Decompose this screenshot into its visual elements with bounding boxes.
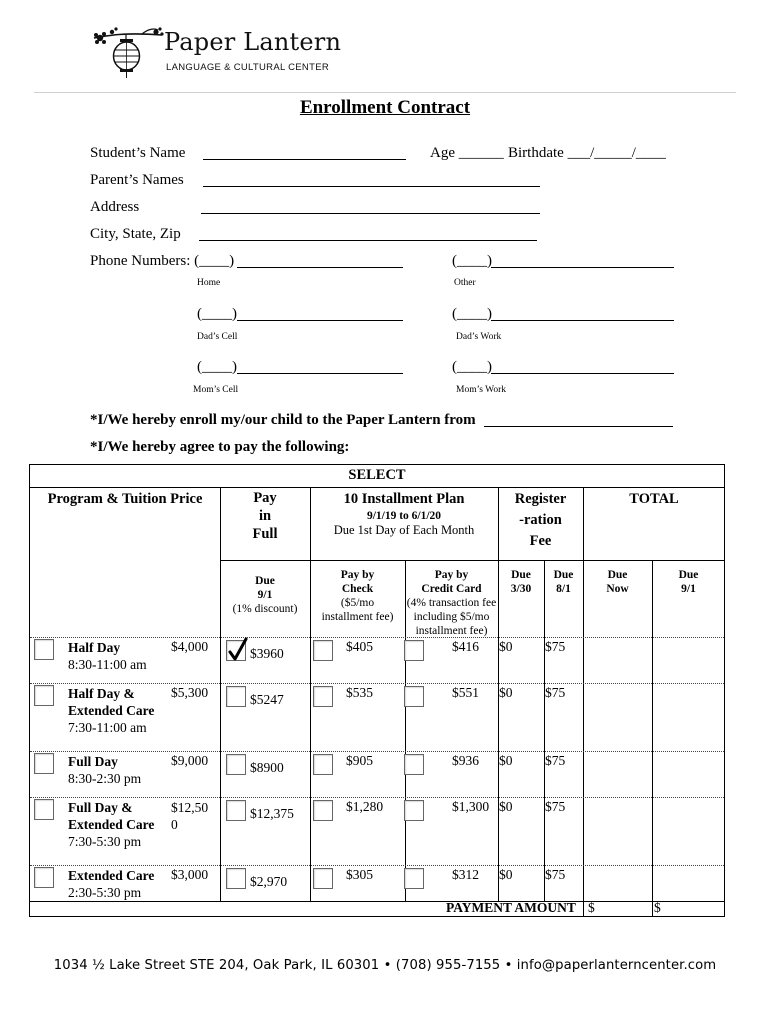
- card-plan-checkbox[interactable]: [404, 868, 424, 889]
- moms-cell-paren: (____): [197, 359, 237, 375]
- payment-amount-label: PAYMENT AMOUNT: [446, 900, 576, 915]
- registration-header: Register -ration Fee: [514, 491, 567, 549]
- card-plan-checkbox[interactable]: [404, 800, 424, 821]
- reg-fee-330: $0: [499, 685, 513, 700]
- program-price: $4,000: [171, 639, 209, 654]
- program-name: Full Day: [68, 754, 118, 769]
- installment-due: Due 1st Day of Each Month: [333, 523, 475, 537]
- home-caption: Home: [197, 278, 221, 288]
- reg-due-330: Due 3/30: [510, 569, 532, 595]
- reg-due-81: Due 8/1: [553, 569, 574, 595]
- row-divider: [30, 797, 724, 798]
- pay-by-card-subheader: Pay by Credit Card (4% transaction fee including $5/mo installment fee): [406, 569, 497, 637]
- pay-full-checkbox[interactable]: [226, 800, 246, 821]
- reg-fee-330: $0: [499, 799, 513, 814]
- check-plan-checkbox[interactable]: [313, 686, 333, 707]
- card-plan-amount: $551: [452, 685, 479, 700]
- parents-names-field[interactable]: [203, 186, 540, 187]
- header-divider: [34, 92, 736, 93]
- program-hours: 7:30-11:00 am: [68, 720, 147, 735]
- other-phone-paren: (____): [452, 253, 492, 269]
- check-plan-checkbox[interactable]: [313, 754, 333, 775]
- subheader-divider: [220, 560, 724, 561]
- student-name-label: Student’s Name: [90, 145, 186, 161]
- logo: [92, 26, 342, 80]
- dads-work-caption: Dad’s Work: [456, 332, 502, 342]
- row-divider: [30, 637, 724, 638]
- dads-cell-caption: Dad’s Cell: [197, 332, 238, 342]
- program-price: $3,000: [171, 867, 209, 882]
- col-divider-program: [220, 487, 221, 901]
- moms-work-field[interactable]: [491, 373, 674, 374]
- select-header: SELECT: [348, 467, 406, 483]
- program-name: Half Day & Extended Care: [68, 686, 155, 718]
- check-plan-amount: $1,280: [346, 799, 384, 814]
- payment-col-divider: [652, 901, 653, 916]
- card-plan-checkbox[interactable]: [404, 686, 424, 707]
- row-divider: [30, 683, 724, 684]
- program-hours: 8:30-11:00 am: [68, 657, 147, 672]
- check-plan-amount: $535: [346, 685, 373, 700]
- reg-fee-330: $0: [499, 867, 513, 882]
- payment-amount-now[interactable]: $: [588, 900, 595, 915]
- program-price: $9,000: [171, 753, 209, 768]
- reg-fee-81: $75: [545, 753, 566, 768]
- card-plan-amount: $416: [452, 639, 479, 654]
- reg-fee-81: $75: [545, 867, 566, 882]
- payment-col-divider: [583, 901, 584, 916]
- reg-fee-81: $75: [545, 799, 566, 814]
- pay-full-amount: $12,375: [250, 806, 294, 821]
- home-phone-field[interactable]: [237, 267, 403, 268]
- age-field[interactable]: Age ______: [430, 145, 504, 161]
- page-title: Enrollment Contract: [299, 97, 471, 118]
- program-hours: 8:30-2:30 pm: [68, 771, 142, 786]
- program-checkbox[interactable]: [34, 867, 54, 888]
- col-divider-full: [310, 487, 311, 901]
- footer-contact: 1034 ½ Lake Street STE 204, Oak Park, IL 60301 • (708) 955-7155 • info@paperlanterncenter.com: [53, 958, 717, 973]
- payment-divider: [30, 901, 724, 902]
- card-plan-checkbox[interactable]: [404, 754, 424, 775]
- city-state-zip-label: City, State, Zip: [90, 226, 181, 242]
- check-plan-amount: $905: [346, 753, 373, 768]
- program-checkbox[interactable]: [34, 753, 54, 774]
- pay-full-checkbox[interactable]: [226, 868, 246, 889]
- program-header: Program & Tuition Price: [47, 491, 203, 507]
- program-hours: 7:30-5:30 pm: [68, 834, 142, 849]
- total-due-now: Due Now: [606, 569, 629, 595]
- col-divider-reg: [583, 487, 584, 901]
- pay-full-amount: $8900: [250, 760, 284, 775]
- enroll-date-field[interactable]: [484, 426, 673, 427]
- dads-work-field[interactable]: [491, 320, 674, 321]
- due-91-subheader: Due 9/1 (1% discount): [232, 575, 298, 615]
- card-plan-amount: $936: [452, 753, 479, 768]
- dads-cell-field[interactable]: [237, 320, 403, 321]
- moms-cell-caption: Mom’s Cell: [193, 385, 239, 395]
- reg-fee-330: $0: [499, 639, 513, 654]
- total-header: TOTAL: [629, 491, 679, 507]
- reg-fee-330: $0: [499, 753, 513, 768]
- checkmark-icon: [227, 637, 249, 663]
- row-divider: [30, 865, 724, 866]
- address-field[interactable]: [201, 213, 540, 214]
- parents-names-label: Parent’s Names: [90, 172, 184, 188]
- check-plan-amount: $305: [346, 867, 373, 882]
- brand-subtitle: LANGUAGE & CULTURAL CENTER: [166, 62, 329, 73]
- lantern-logo-icon: [92, 26, 166, 80]
- student-name-field[interactable]: [203, 159, 406, 160]
- agree-statement: *I/We hereby agree to pay the following:: [90, 439, 350, 455]
- pay-in-full-header: Pay in Full: [252, 490, 278, 542]
- program-price: $5,300: [171, 685, 209, 700]
- payment-amount-91[interactable]: $: [654, 900, 661, 915]
- pay-full-checkbox[interactable]: [226, 754, 246, 775]
- reg-fee-81: $75: [545, 685, 566, 700]
- program-checkbox[interactable]: [34, 639, 54, 660]
- reg-fee-81: $75: [545, 639, 566, 654]
- enroll-statement: *I/We hereby enroll my/our child to the Paper Lantern from: [90, 412, 476, 428]
- pay-full-amount: $2,970: [250, 874, 288, 889]
- check-plan-checkbox[interactable]: [313, 800, 333, 821]
- pay-by-check-subheader: Pay by Check ($5/mo installment fee): [321, 569, 394, 623]
- installment-dates: 9/1/19 to 6/1/20: [366, 510, 442, 522]
- address-label: Address: [90, 199, 140, 215]
- check-plan-amount: $405: [346, 639, 373, 654]
- select-divider: [30, 487, 724, 488]
- card-plan-amount: $312: [452, 867, 479, 882]
- pay-full-checkbox[interactable]: [226, 640, 246, 661]
- program-price: $12,50 0: [171, 800, 209, 832]
- check-plan-checkbox[interactable]: [313, 640, 333, 661]
- installment-header: 10 Installment Plan: [343, 491, 465, 507]
- row-divider: [30, 751, 724, 752]
- program-checkbox[interactable]: [34, 799, 54, 820]
- pay-full-checkbox[interactable]: [226, 686, 246, 707]
- card-plan-amount: $1,300: [452, 799, 490, 814]
- moms-work-paren: (____): [452, 359, 492, 375]
- program-name: Extended Care: [68, 868, 155, 883]
- moms-work-caption: Mom’s Work: [456, 385, 506, 395]
- program-hours: 2:30-5:30 pm: [68, 885, 142, 900]
- total-due-91: Due 9/1: [678, 569, 699, 595]
- col-divider-reg-split: [544, 560, 545, 901]
- brand-name: Paper Lantern: [164, 28, 342, 56]
- program-checkbox[interactable]: [34, 685, 54, 706]
- program-name: Full Day & Extended Care: [68, 800, 155, 832]
- phone-numbers-label: Phone Numbers: (____): [90, 253, 235, 269]
- birthdate-field[interactable]: Birthdate ___/_____/____: [508, 145, 666, 161]
- program-name: Half Day: [68, 640, 121, 655]
- pay-full-amount: $3960: [250, 646, 284, 661]
- card-plan-checkbox[interactable]: [404, 640, 424, 661]
- city-state-zip-field[interactable]: [199, 240, 537, 241]
- dads-cell-paren: (____): [197, 306, 237, 322]
- dads-work-paren: (____): [452, 306, 492, 322]
- other-phone-field[interactable]: [491, 267, 674, 268]
- moms-cell-field[interactable]: [237, 373, 403, 374]
- check-plan-checkbox[interactable]: [313, 868, 333, 889]
- other-caption: Other: [454, 278, 476, 288]
- pay-full-amount: $5247: [250, 692, 284, 707]
- col-divider-total-split: [652, 560, 653, 901]
